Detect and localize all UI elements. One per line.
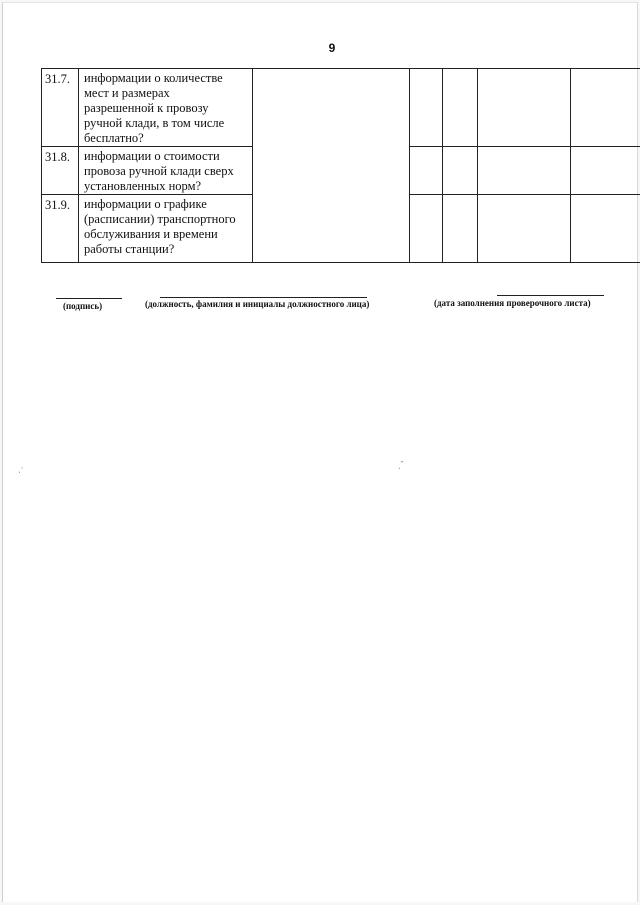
question-line: работы станции?	[84, 242, 175, 256]
page-number: 9	[328, 41, 336, 55]
date-caption: (дата заполнения проверочного листа)	[434, 298, 591, 308]
not-applicable-cell[interactable]	[478, 195, 571, 263]
note-cell[interactable]	[571, 147, 640, 195]
note-cell[interactable]	[571, 69, 640, 147]
requirements-cell	[253, 69, 410, 263]
answer-yes-cell[interactable]	[410, 147, 443, 195]
answer-no-cell[interactable]	[443, 147, 478, 195]
not-applicable-cell[interactable]	[478, 69, 571, 147]
not-applicable-cell[interactable]	[478, 147, 571, 195]
position-name-line[interactable]	[160, 297, 367, 298]
position-name-caption: (должность, фамилия и инициалы должностного лица)	[145, 299, 370, 309]
answer-no-cell[interactable]	[443, 195, 478, 263]
row-question	[79, 147, 253, 195]
signature-line[interactable]	[56, 298, 122, 299]
scan-speck: ˎ˝	[398, 460, 404, 469]
question-line: установленных норм?	[84, 179, 202, 193]
answer-yes-cell[interactable]	[410, 195, 443, 263]
checklist-table	[41, 68, 640, 263]
note-cell[interactable]	[571, 195, 640, 263]
question-line: мест и размерах	[84, 86, 170, 100]
answer-no-cell[interactable]	[443, 69, 478, 147]
row-number: 31.8.	[42, 147, 79, 195]
question-line: информации о количестве	[84, 71, 223, 85]
question-line: провоза ручной клади сверх	[84, 164, 234, 178]
row-question	[79, 69, 253, 147]
question-line: ручной клади, в том числе	[84, 116, 225, 130]
row-number: 31.9.	[42, 195, 79, 263]
question-line: разрешенной к провозу	[84, 101, 209, 115]
question-line: бесплатно?	[84, 131, 144, 145]
question-line: (расписании) транспортного	[84, 212, 236, 226]
table-row	[42, 69, 640, 147]
question-line: обслуживания и времени	[84, 227, 218, 241]
question-line: информации о стоимости	[84, 149, 220, 163]
question-line: информации о графике	[84, 197, 207, 211]
date-line[interactable]	[497, 295, 604, 296]
row-question	[79, 195, 253, 263]
scan-speck: ˎ·	[18, 464, 24, 473]
row-number: 31.7.	[42, 69, 79, 147]
answer-yes-cell[interactable]	[410, 69, 443, 147]
signature-caption: (подпись)	[63, 301, 103, 311]
